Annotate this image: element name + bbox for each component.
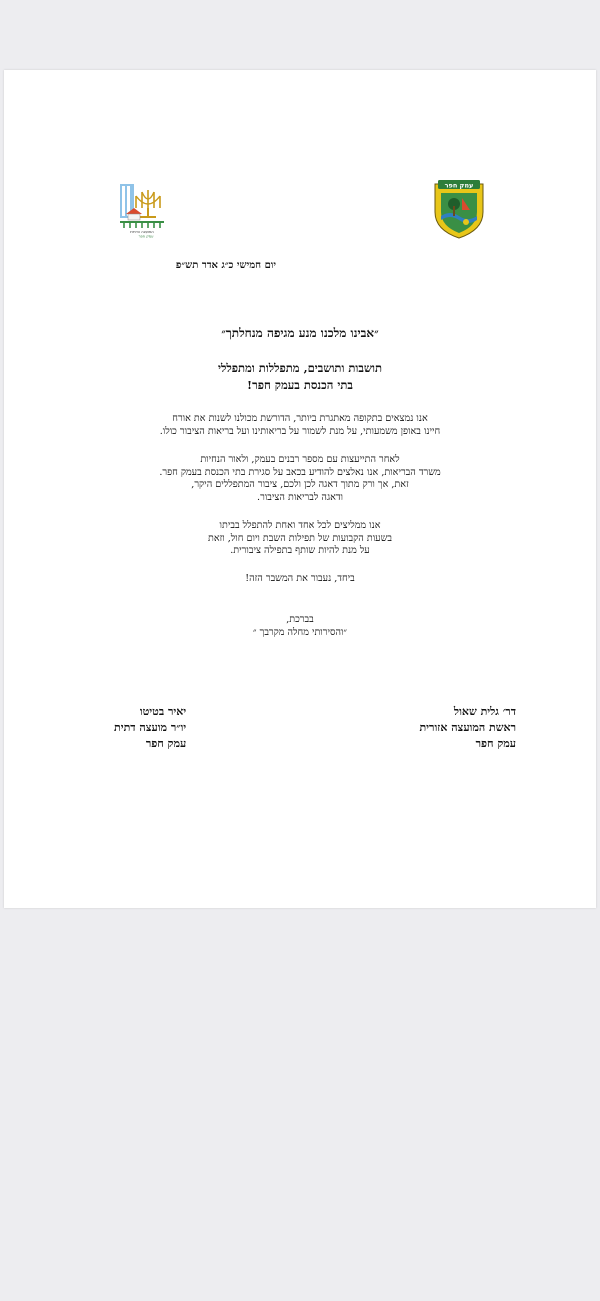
blessing-line: בברכת, bbox=[286, 614, 314, 625]
blessing-line: ״והסירותי מחלה מקרבך ״ bbox=[252, 626, 348, 638]
religious-council-logo-icon bbox=[118, 182, 166, 238]
subhead-line: תושבות ותושבים, מתפללות ומתפללי bbox=[218, 361, 382, 375]
signature-name: יאיר בטיטו bbox=[139, 705, 187, 718]
paragraph-recommendation bbox=[4, 520, 596, 558]
paragraph-closure bbox=[4, 454, 596, 504]
emek-hefer-emblem-icon bbox=[432, 178, 486, 240]
paragraph-line: אנו נמצאים בתקופה מאתגרת ביותר, הדורשת מכולנו לשנות את אורח bbox=[172, 413, 428, 424]
subhead-line: בתי הכנסת בעמק חפר! bbox=[247, 378, 353, 392]
paragraph-line: על מנת להיות שותף בתפילה ציבורית. bbox=[230, 545, 370, 556]
signature-title: ראשת המועצה אזורית bbox=[419, 721, 516, 734]
signature-name: דר׳ גלית שאול bbox=[453, 705, 516, 718]
paragraph-line: ודאגה לבריאות הציבור. bbox=[257, 491, 343, 503]
signature-org: עמק חפר bbox=[145, 737, 187, 750]
logo-left-title: המועצה הדתית bbox=[130, 230, 154, 234]
closing-blessing bbox=[4, 614, 596, 639]
paragraph-line: חיינו באופן משמעותי, על מנת לשמור על בריאותינו ועל בריאות הציבור כולו. bbox=[159, 425, 441, 437]
letter-headline: ״אבינו מלכנו מנע מגיפה מנחלתך״ bbox=[221, 326, 379, 340]
paragraph-line: בשעות הקבועות של תפילות השבת ויום חול, וזאת bbox=[207, 532, 393, 544]
emblem-banner-text: עמק חפר bbox=[444, 181, 474, 190]
letter-date: יום חמישי כ״ג אדר תש״פ bbox=[175, 260, 276, 271]
signature-title: יו״ר מועצה דתית bbox=[114, 721, 187, 734]
paragraph-line: לאחר התייעצות עם מספר רבנים בעמק, ולאור הנחיות bbox=[200, 454, 400, 465]
paragraph-line: משרד הבריאות, אנו נאלצים להודיע בכאב על סגירת בתי הכנסת בעמק חפר. bbox=[159, 466, 441, 478]
paragraph-line: זאת, אך ורק מתוך דאגה לכן ולכם, ציבור המתפללים היקר, bbox=[191, 479, 409, 490]
paragraph-intro bbox=[4, 413, 596, 438]
letter-subhead bbox=[4, 360, 596, 394]
signature-council-head bbox=[419, 704, 516, 752]
paragraph-line: אנו ממליצים לכל אחד ואחת להתפלל בביתו bbox=[219, 520, 381, 531]
paragraph-together: ביחד, נעבור את המשבר הזה! bbox=[245, 573, 355, 584]
signature-religious-council bbox=[114, 704, 186, 752]
signature-org: עמק חפר bbox=[475, 737, 516, 750]
letter-page bbox=[4, 70, 596, 908]
logo-left-caption: עמק חפר bbox=[138, 234, 154, 238]
